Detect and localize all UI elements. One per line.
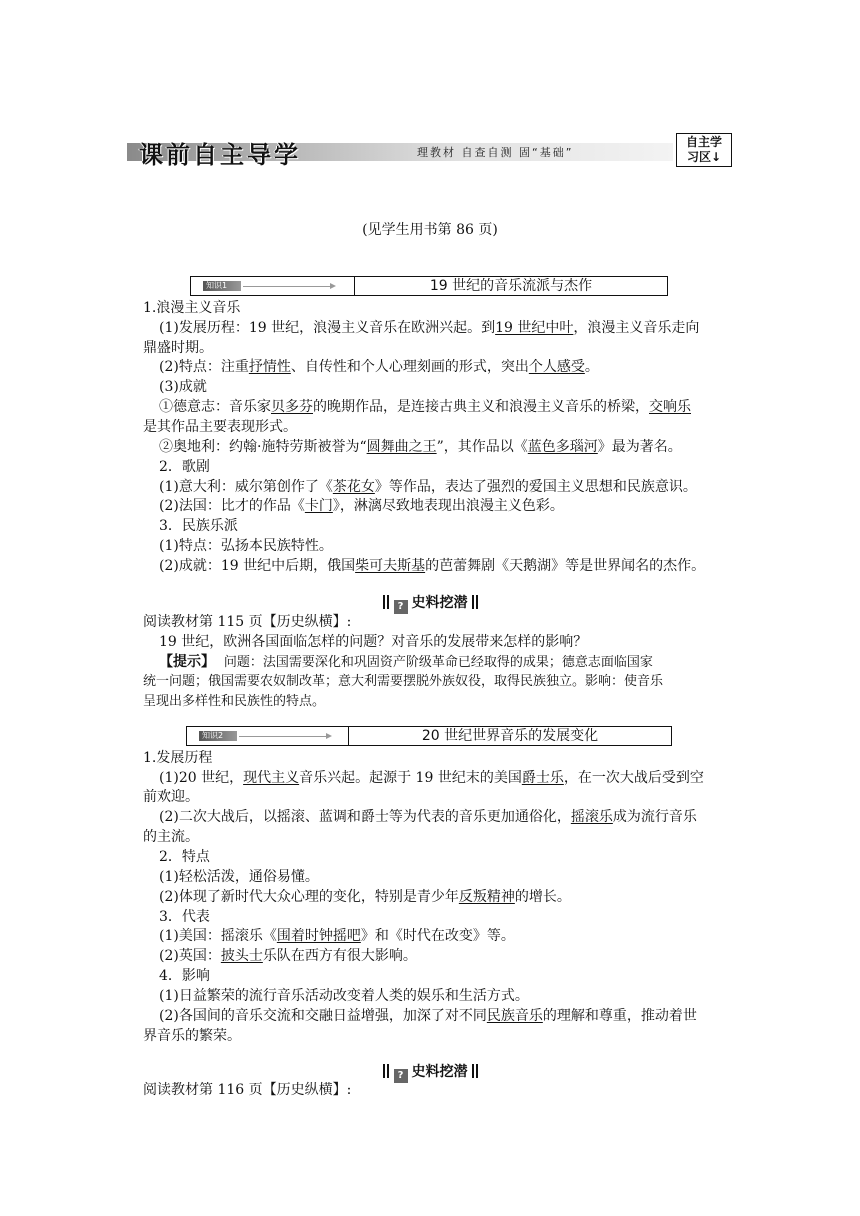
section-1-tag-cell <box>191 277 355 295</box>
paragraph: (3)成就 <box>159 379 207 395</box>
question: 19 世纪，欧洲各国面临怎样的问题？对音乐的发展带来怎样的影响？ <box>159 634 588 650</box>
knowledge-tag: 知识1 <box>203 281 241 291</box>
question-icon: ? <box>394 600 408 614</box>
paragraph: (2)二次大战后，以摇滚、蓝调和爵士等为代表的音乐更加通俗化，摇滚乐成为流行音乐 <box>159 809 697 825</box>
paragraph: 是其作品主要表现形式。 <box>143 419 297 435</box>
banner-title: 课前自主导学 <box>139 141 301 169</box>
arrow-icon <box>239 736 327 737</box>
paragraph: (2)英国：披头士乐队在西方有很大影响。 <box>159 948 417 964</box>
source-mining-heading: ? 史料挖潜 <box>0 592 860 614</box>
heading-opera: 2．歌剧 <box>159 459 210 475</box>
paragraph: 界音乐的繁荣。 <box>143 1028 241 1044</box>
paragraph: (1)轻松活泼，通俗易懂。 <box>159 869 319 885</box>
paragraph: ②奥地利：约翰·施特劳斯被誉为“圆舞曲之王”，其作品以《蓝色多瑙河》最为著名。 <box>159 439 682 455</box>
paragraph: 鼎盛时期。 <box>143 340 213 356</box>
paragraph: (2)特点：注重抒情性、自传性和个人心理刻画的形式，突出个人感受。 <box>159 359 599 375</box>
page-reference: (见学生用书第 86 页) <box>362 222 498 238</box>
section-2-header <box>186 726 672 746</box>
arrow-icon <box>243 286 331 287</box>
heading-representatives: 3．代表 <box>159 909 210 925</box>
paragraph: 阅读教材第 116 页【历史纵横】: <box>143 1082 352 1098</box>
hint: 呈现出多样性和民族性的特点。 <box>143 694 326 709</box>
banner-subtitle: 理教材 自查自测 固“基础” <box>417 146 574 159</box>
paragraph: 阅读教材第 115 页【历史纵横】: <box>143 614 352 630</box>
paragraph: (1)美国：摇滚乐《围着时钟摇吧》和《时代在改变》等。 <box>159 928 515 944</box>
paragraph: 前欢迎。 <box>143 789 199 805</box>
paragraph: (1)发展历程：19 世纪，浪漫主义音乐在欧洲兴起。到19 世纪中叶，浪漫主义音乐走向 <box>159 320 700 336</box>
paragraph: 的主流。 <box>143 829 199 845</box>
section-2-tag-cell <box>187 727 349 745</box>
paragraph: (2)成就：19 世纪中后期，俄国柴可夫斯基的芭蕾舞剧《天鹅湖》等是世界闻名的杰作。 <box>159 558 706 574</box>
paragraph: ①德意志：音乐家贝多芬的晚期作品，是连接古典主义和浪漫主义音乐的桥梁，交响乐 <box>159 399 691 415</box>
heading-influence: 4．影响 <box>159 968 210 984</box>
source-mining-heading: ? 史料挖潜 <box>0 1061 860 1083</box>
heading-development: 1.发展历程 <box>143 750 213 766</box>
paragraph: (1)20 世纪，现代主义音乐兴起。起源于 19 世纪末的美国爵士乐，在一次大战后受到空 <box>159 770 704 786</box>
section-1-title: 19 世纪的音乐流派与杰作 <box>429 278 593 294</box>
section-2-title: 20 世纪世界音乐的发展变化 <box>421 728 599 744</box>
paragraph: (2)体现了新时代大众心理的变化，特别是青少年反叛精神的增长。 <box>159 889 571 905</box>
paragraph: (2)各国间的音乐交流和交融日益增强，加深了对不同民族音乐的理解和尊重，推动着世 <box>159 1008 697 1024</box>
paragraph: (1)日益繁荣的流行音乐活动改变着人类的娱乐和生活方式。 <box>159 988 529 1004</box>
paragraph: (1)特点：弘扬本民族特性。 <box>159 538 333 554</box>
hint: 统一问题；俄国需要农奴制改革；意大利需要摆脱外族奴役，取得民族独立。影响：使音乐 <box>143 674 664 689</box>
knowledge-tag: 知识2 <box>199 731 237 741</box>
box-line-1: 自主学 <box>685 135 722 149</box>
heading-romanticism: 1.浪漫主义音乐 <box>143 300 241 316</box>
box-line-2: 习区↓ <box>686 150 722 164</box>
self-study-area-box <box>676 133 732 167</box>
section-1-header <box>190 276 668 296</box>
paragraph: (2)法国：比才的作品《卡门》，淋漓尽致地表现出浪漫主义色彩。 <box>159 498 564 514</box>
hint: 【提示】 问题：法国需要深化和巩固资产阶级革命已经取得的成果；德意志面临国家 <box>159 654 653 670</box>
question-icon: ? <box>394 1069 408 1083</box>
paragraph: (1)意大利：威尔第创作了《茶花女》等作品，表达了强烈的爱国主义思想和民族意识。 <box>159 479 697 495</box>
section-banner <box>127 133 735 169</box>
heading-features: 2．特点 <box>159 849 210 865</box>
heading-national-school: 3．民族乐派 <box>159 518 238 534</box>
